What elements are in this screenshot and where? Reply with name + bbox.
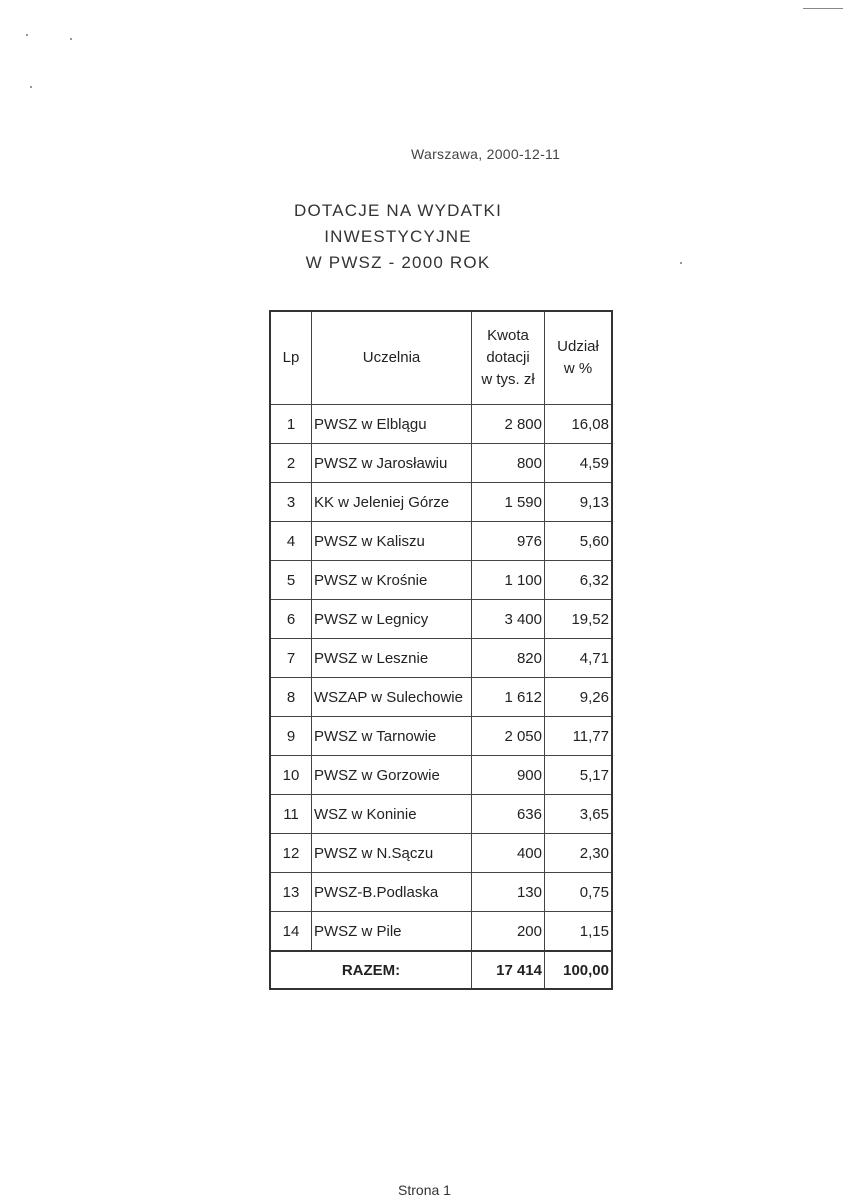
cell-lp: 1 — [270, 405, 312, 444]
scan-edge-line — [803, 8, 843, 9]
header-amount-line: dotacji — [486, 349, 530, 366]
cell-lp: 8 — [270, 678, 312, 717]
table-total-row — [270, 951, 612, 989]
cell-lp: 4 — [270, 522, 312, 561]
table-row — [270, 834, 612, 873]
cell-amount: 800 — [472, 444, 545, 483]
cell-amount: 400 — [472, 834, 545, 873]
cell-share: 9,13 — [545, 483, 613, 522]
cell-share: 16,08 — [545, 405, 613, 444]
cell-lp: 2 — [270, 444, 312, 483]
cell-university: PWSZ w Jarosławiu — [312, 444, 472, 483]
header-amount-line: Kwota — [487, 327, 529, 344]
cell-university: PWSZ w Krośnie — [312, 561, 472, 600]
cell-amount: 3 400 — [472, 600, 545, 639]
cell-share: 5,60 — [545, 522, 613, 561]
cell-lp: 6 — [270, 600, 312, 639]
table-row — [270, 444, 612, 483]
table-row — [270, 522, 612, 561]
cell-amount: 976 — [472, 522, 545, 561]
cell-amount: 2 800 — [472, 405, 545, 444]
cell-university: WSZAP w Sulechowie — [312, 678, 472, 717]
header-share — [545, 311, 613, 405]
cell-university: PWSZ w Gorzowie — [312, 756, 472, 795]
header-university: Uczelnia — [312, 311, 472, 405]
cell-university: PWSZ w Lesznie — [312, 639, 472, 678]
header-amount — [472, 311, 545, 405]
cell-lp: 12 — [270, 834, 312, 873]
header-amount-line: w tys. zł — [481, 371, 535, 388]
document-date: Warszawa, 2000-12-11 — [411, 146, 561, 162]
cell-university: PWSZ w Tarnowie — [312, 717, 472, 756]
table-row — [270, 873, 612, 912]
cell-amount: 900 — [472, 756, 545, 795]
cell-amount: 1 590 — [472, 483, 545, 522]
table-row — [270, 717, 612, 756]
title-line: DOTACJE NA WYDATKI — [294, 201, 502, 220]
table-row — [270, 600, 612, 639]
table-row — [270, 912, 612, 952]
table-row — [270, 795, 612, 834]
cell-university: WSZ w Koninie — [312, 795, 472, 834]
cell-university: PWSZ w Pile — [312, 912, 472, 952]
cell-amount: 1 100 — [472, 561, 545, 600]
cell-university: PWSZ-B.Podlaska — [312, 873, 472, 912]
cell-university: PWSZ w Legnicy — [312, 600, 472, 639]
cell-share: 9,26 — [545, 678, 613, 717]
cell-university: PWSZ w Kaliszu — [312, 522, 472, 561]
cell-university: PWSZ w N.Sączu — [312, 834, 472, 873]
total-share: 100,00 — [545, 951, 613, 989]
grants-table — [269, 310, 613, 990]
cell-lp: 9 — [270, 717, 312, 756]
cell-lp: 3 — [270, 483, 312, 522]
scan-speck — [30, 86, 32, 88]
table-row — [270, 756, 612, 795]
cell-share: 4,59 — [545, 444, 613, 483]
cell-lp: 11 — [270, 795, 312, 834]
cell-share: 6,32 — [545, 561, 613, 600]
cell-share: 4,71 — [545, 639, 613, 678]
cell-amount: 130 — [472, 873, 545, 912]
cell-share: 3,65 — [545, 795, 613, 834]
cell-lp: 13 — [270, 873, 312, 912]
cell-share: 11,77 — [545, 717, 613, 756]
cell-lp: 14 — [270, 912, 312, 952]
scan-speck — [26, 34, 28, 36]
table-row — [270, 639, 612, 678]
scan-speck — [680, 262, 682, 264]
title-line: INWESTYCYJNE — [324, 227, 472, 246]
cell-university: KK w Jeleniej Górze — [312, 483, 472, 522]
cell-university: PWSZ w Elblągu — [312, 405, 472, 444]
cell-amount: 2 050 — [472, 717, 545, 756]
header-share-line: Udział — [557, 338, 599, 355]
table-row — [270, 405, 612, 444]
header-lp: Lp — [270, 311, 312, 405]
cell-amount: 820 — [472, 639, 545, 678]
cell-lp: 5 — [270, 561, 312, 600]
total-label: RAZEM: — [270, 951, 472, 989]
table-header-row — [270, 311, 612, 405]
header-share-line: w % — [563, 360, 593, 377]
cell-share: 2,30 — [545, 834, 613, 873]
document-title — [270, 198, 526, 276]
total-amount: 17 414 — [472, 951, 545, 989]
cell-amount: 1 612 — [472, 678, 545, 717]
cell-lp: 10 — [270, 756, 312, 795]
table-row — [270, 678, 612, 717]
cell-share: 19,52 — [545, 600, 613, 639]
cell-amount: 636 — [472, 795, 545, 834]
table-body — [270, 405, 612, 952]
title-line: W PWSZ - 2000 ROK — [305, 253, 491, 272]
scan-speck — [70, 38, 72, 40]
table-row — [270, 483, 612, 522]
cell-share: 0,75 — [545, 873, 613, 912]
page-footer: Strona 1 — [398, 1182, 451, 1198]
cell-lp: 7 — [270, 639, 312, 678]
table-row — [270, 561, 612, 600]
cell-amount: 200 — [472, 912, 545, 952]
cell-share: 5,17 — [545, 756, 613, 795]
cell-share: 1,15 — [545, 912, 613, 952]
